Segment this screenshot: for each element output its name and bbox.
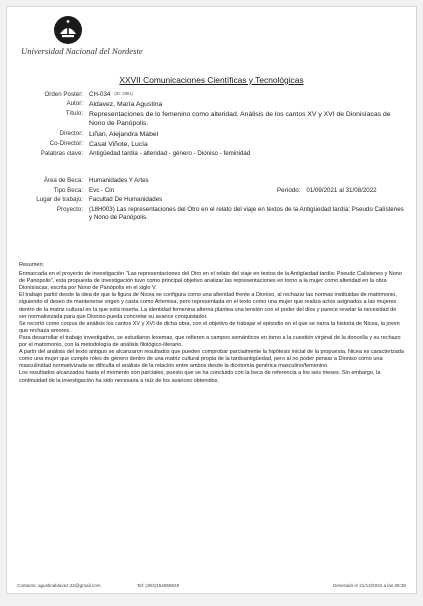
resumen-paragraph: El trabajo partió desde la idea de que la figura de Nicea se configura como una alteridad frente a Dioniso, al rechazar las normas instituidas de matrimonio, siguiendo el deseo de mantenerse virgen y casta como Artemisa, pero representada en el texto como una mujer que realiza actos asignados a las mujeres dentro de la matriz cultural en la que está inserta. La identidad femenina alterna plantea una tensión con el poder del dios y parece revelar la necesidad de ser normativizada para que Dioniso pueda concretar su avance conquistador. xyxy=(19,292,397,320)
detail-value: Aldavez, María Agustina xyxy=(89,101,163,108)
conference-title: XXVII Comunicaciones Científicas y Tecnológicas xyxy=(119,75,304,85)
periodo-label: Período: xyxy=(277,186,301,194)
beca-details xyxy=(7,177,416,222)
detail-row-orden xyxy=(7,91,416,100)
detail-row-palabras xyxy=(7,150,416,159)
detail-row-titulo xyxy=(7,110,416,130)
resumen-title: Resumen: xyxy=(19,262,45,268)
detail-label: Orden Poster: xyxy=(44,91,83,98)
university-header xyxy=(21,15,141,56)
detail-label: Director: xyxy=(59,130,83,137)
detail-label: Autor: xyxy=(66,100,83,107)
periodo-value: 01/09/2021 al 31/08/2022 xyxy=(306,186,377,194)
beca-value: (18H003) Las representaciones del Otro en el relato del viaje en textos de la Antigüedad tardía: Pseudo Calístenes y Nono de Panópolis. xyxy=(89,205,404,221)
university-name: Universidad Nacional del Nordeste xyxy=(21,46,143,56)
beca-label: Lugar de trabajo: xyxy=(36,196,83,203)
detail-value: Representaciones de lo femenino como alteridad. Análisis de los cantos XV y XVI de Dionisíacas de Nono de Panópolis. xyxy=(89,111,391,128)
beca-row-lugar xyxy=(7,196,416,206)
beca-row-proyecto xyxy=(7,206,416,223)
resumen-paragraph: Enmarcada en el proyecto de investigación "Las representaciones del Otro en el relato del viaje en textos de la Antigüedad tardía: Pseudo Calístenes y Nono de Panópolis", esta propuesta de investigación tuvo como principal objetivo analizar las representaciones en torno a la mujer como alteridad en la obra Dionisíacas, escrita por Nono de Panópolis en el siglo V. xyxy=(19,271,402,292)
resumen-paragraph: Los resultados alcanzados hasta el momento son parciales, puesto que se ha concluido con la beca de referencia a los seis meses. Sin embargo, la continuidad de la investigación ha sido necesaria a raíz de los avances obtenidos. xyxy=(19,370,381,384)
detail-value: Casal Viñote, Lucía xyxy=(89,141,148,148)
detail-row-autor xyxy=(7,100,416,110)
beca-value: Evc - Cin xyxy=(89,186,115,194)
resumen-section xyxy=(19,262,404,385)
beca-label: Tipo Beca: xyxy=(53,186,83,194)
beca-row-tipo xyxy=(7,187,416,197)
detail-label: Palabras clave: xyxy=(40,150,83,157)
document-page xyxy=(6,6,417,594)
beca-value: Humanidades Y Artes xyxy=(89,177,149,184)
beca-row-area xyxy=(7,177,416,187)
footer-contact: Contacto: agustinaldavez.22@gmail.com xyxy=(17,583,101,588)
footer-generated: Generado el 21/12/2023 a las 09:39 xyxy=(332,583,406,588)
detail-value: Antigüedad tardía - alteridad - género - Dioniso - feminidad xyxy=(89,150,251,157)
resumen-paragraph: Para desarrollar el trabajo investigativo, se estudiaron lexemas, que refieren a campos semánticos en torno a la cuestión virginal de la doncella y su rechazo por el matrimonio, con la metodología de análisis filológico-literario. xyxy=(19,334,401,349)
detail-row-director xyxy=(7,130,416,140)
beca-value: Facultad De Humanidades xyxy=(89,196,163,203)
detail-label: Título: xyxy=(65,110,83,117)
detail-value: Liñan, Alejandra Mabel xyxy=(89,131,159,138)
resumen-paragraph: Se recortó como corpus de análisis los cantos XV y XVI de dicha obra, con el objetivo de trabajar el episodio en el que se narra la historia de Nicea, la joven que rechaza amores. xyxy=(19,320,400,334)
beca-label: Proyecto: xyxy=(56,205,83,213)
poster-id: (ID: 2891) xyxy=(114,91,133,96)
detail-label: Co-Director: xyxy=(49,140,83,147)
detail-row-codirector xyxy=(7,140,416,150)
detail-value: CH-034 xyxy=(89,91,111,98)
resumen-paragraph: A partir del análisis del texto antiguo se alcanzaron resultados que pueden comprobar parcialmente la hipótesis inicial de la propuesta. Nicea es caracterizada como una mujer que cumple roles de género dentro de una matriz cultural propia de la tardoantigüedad, pero al no poder pensar a Dioniso como una masculinidad normativizada se dificulta el análisis de la relación entre ambos desde la dicotomía genérica masculino/femenino. xyxy=(19,349,404,370)
university-logo-icon xyxy=(53,15,83,45)
footer-tel: Tel: (362)154859628 xyxy=(137,583,180,588)
beca-periodo xyxy=(277,187,377,195)
beca-label: Área de Beca: xyxy=(43,177,83,184)
poster-details xyxy=(7,91,416,159)
